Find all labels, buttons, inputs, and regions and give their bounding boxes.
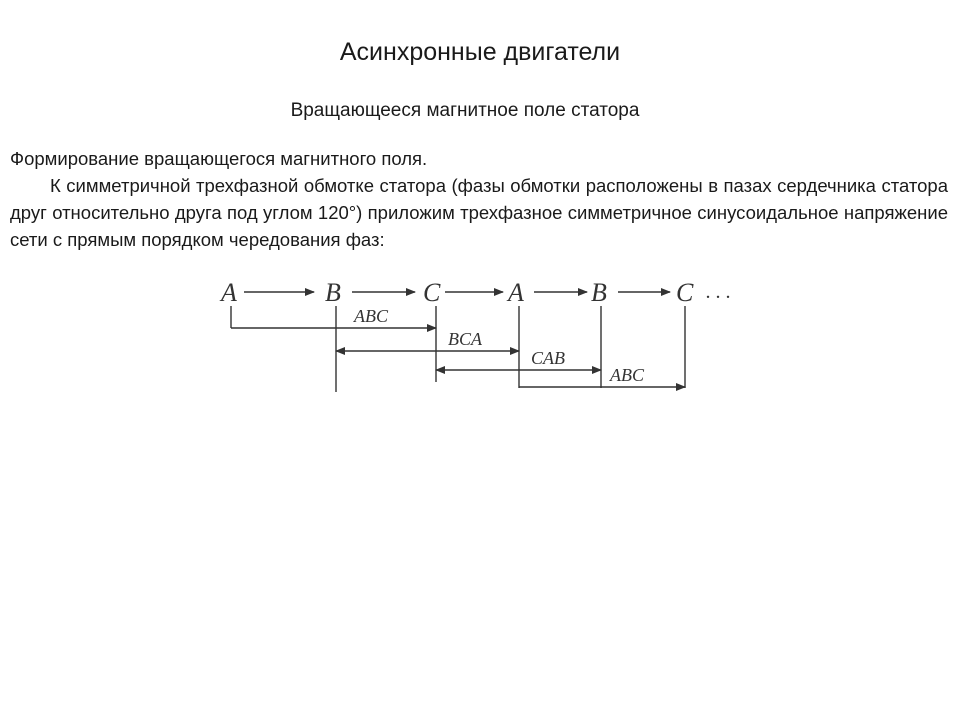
phase-label: B xyxy=(591,278,607,307)
phase-label: A xyxy=(221,278,237,307)
phase-label: A xyxy=(508,278,524,307)
slide-body xyxy=(10,145,948,253)
span-label-bca: BCA xyxy=(448,329,482,349)
phase-sequence-diagram xyxy=(210,272,770,402)
phase-label: C xyxy=(676,278,694,307)
span-label-abc-2: ABC xyxy=(610,365,644,385)
span-label-abc: ABC xyxy=(354,306,388,326)
phase-label: C xyxy=(423,278,441,307)
ellipsis: . . . xyxy=(706,281,731,303)
phase-label: B xyxy=(325,278,341,307)
slide-subtitle: Вращающееся магнитное поле статора xyxy=(290,100,640,121)
slide-title: Асинхронные двигатели xyxy=(339,38,621,66)
intro-paragraph: Формирование вращающегося магнитного поля. xyxy=(10,148,428,169)
span-label-cab: CAB xyxy=(531,348,565,368)
description-paragraph: К симметричной трехфазной обмотке статора (фазы обмотки расположены в пазах сердечника статора друг относительно друга под углом 120°) приложим трехфазное симметричное синусоидальное напряжение сети с прямым порядком чередования фаз: xyxy=(10,175,948,250)
